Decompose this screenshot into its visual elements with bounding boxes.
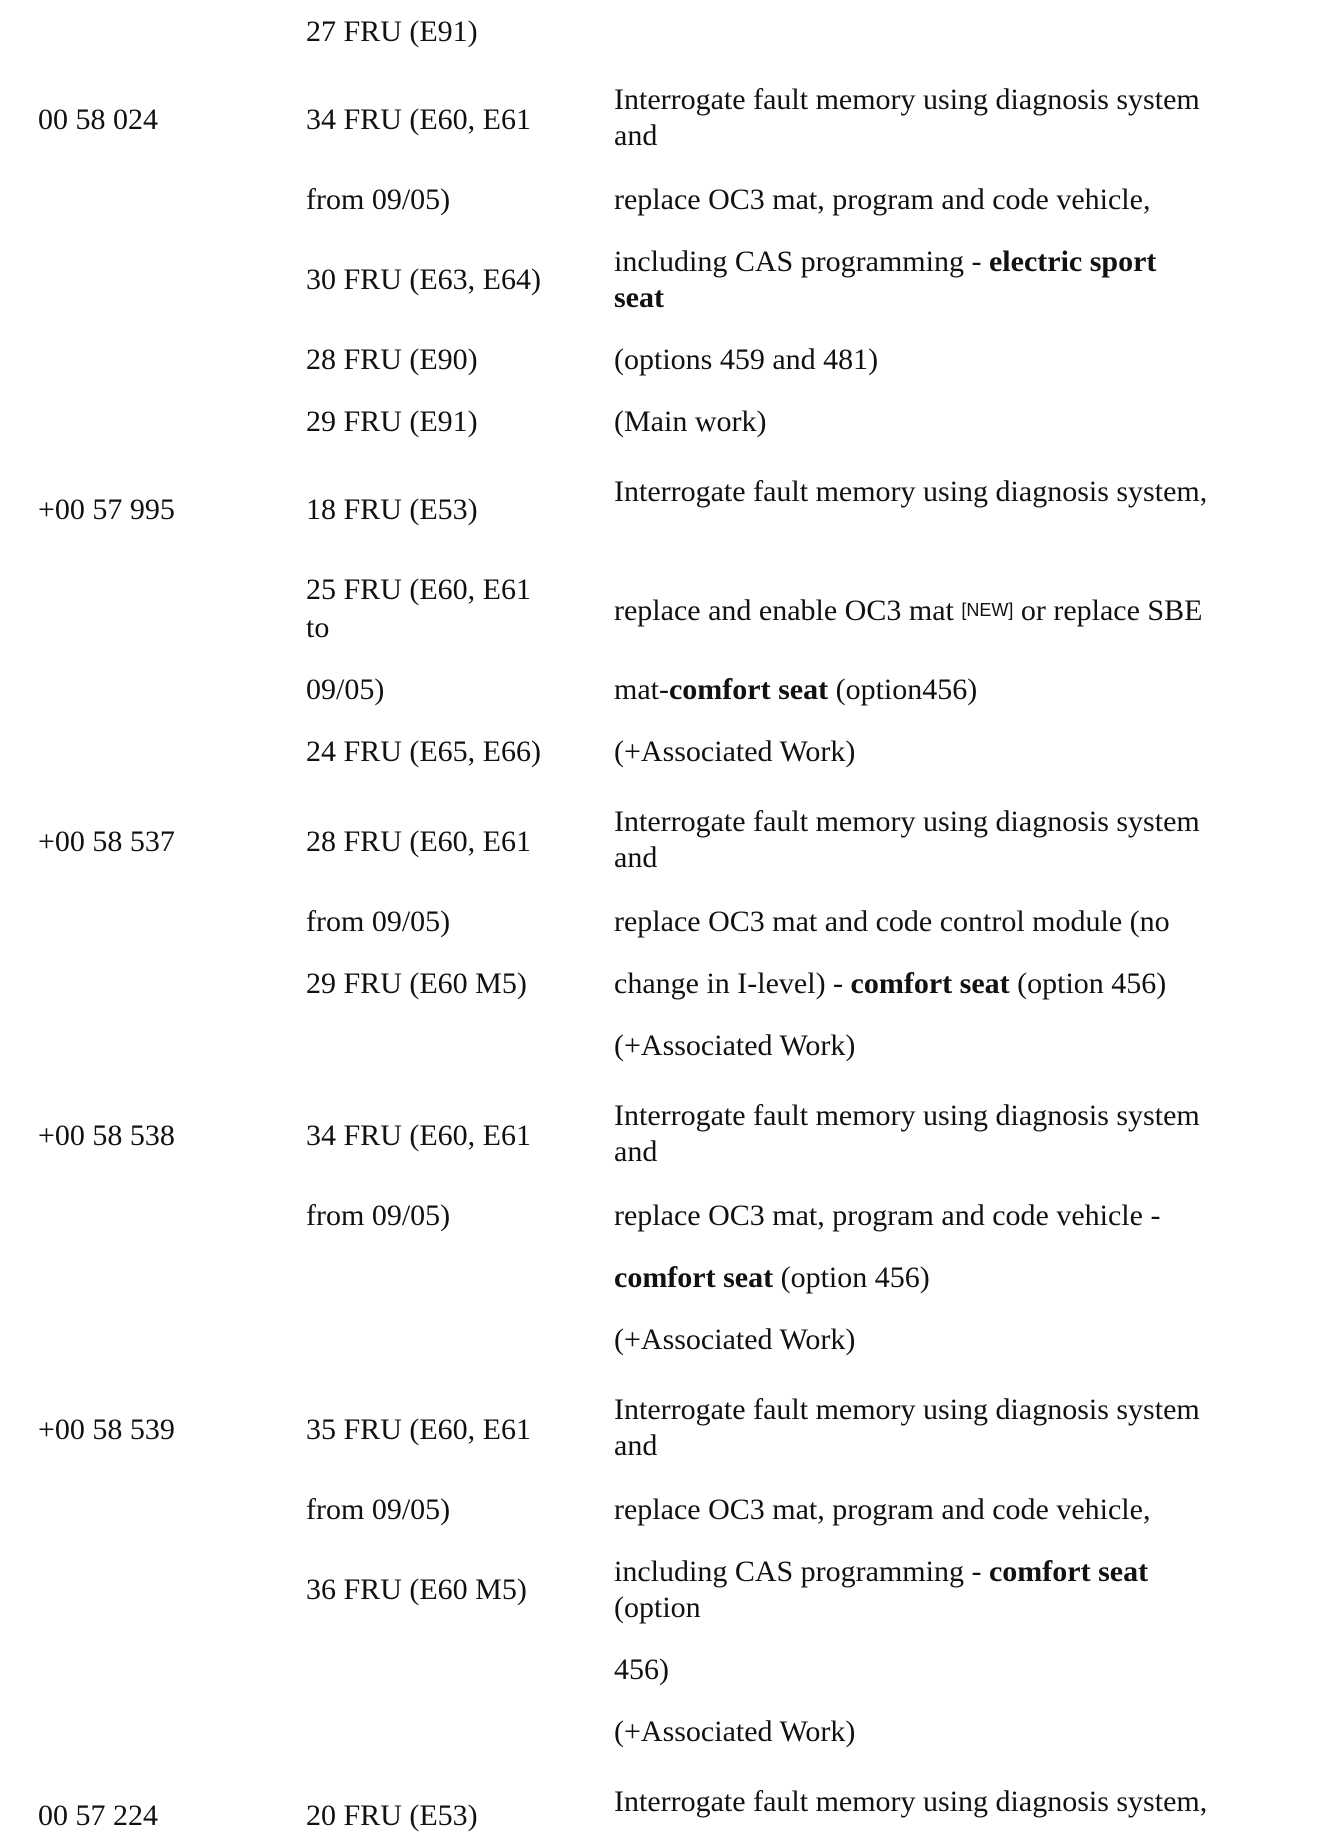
description-line: (+Associated Work) <box>614 1323 856 1356</box>
bold-term: comfort seat <box>988 1555 1149 1588</box>
fru-text: from 09/05) <box>306 905 451 938</box>
description-line: replace OC3 mat, program and code vehicle - <box>614 1199 1161 1232</box>
op-code: +00 58 538 <box>38 1119 175 1152</box>
description-text: or replace SBE <box>1013 594 1203 627</box>
description-line: 456) <box>614 1653 669 1686</box>
op-code: 00 58 024 <box>38 103 158 136</box>
description-line: replace OC3 mat, program and code vehicle, <box>614 183 1151 216</box>
fru-text: 25 FRU (E60, E61 <box>306 573 531 606</box>
fru-text: 18 FRU (E53) <box>306 493 478 526</box>
fru-text: 35 FRU (E60, E61 <box>306 1413 531 1446</box>
description-line: and <box>614 1135 658 1168</box>
fru-text: from 09/05) <box>306 1493 451 1526</box>
description-line <box>614 280 664 316</box>
description-text: mat- <box>614 673 669 706</box>
description-line <box>614 672 977 708</box>
description-line <box>614 592 1202 629</box>
fru-text: 27 FRU (E91) <box>306 15 478 48</box>
description-text: replace and enable OC3 mat <box>614 594 962 627</box>
bold-term: electric sport <box>988 245 1157 278</box>
description-line: and <box>614 841 658 874</box>
bold-term: seat <box>614 281 664 314</box>
bold-term: comfort seat <box>614 1261 774 1294</box>
description-text: (option 456) <box>1009 967 1167 1000</box>
fru-text: from 09/05) <box>306 183 451 216</box>
bold-term: comfort seat <box>668 673 829 706</box>
description-line: (option <box>614 1591 701 1624</box>
description-line: and <box>614 119 658 152</box>
description-line: Interrogate fault memory using diagnosis system, <box>614 475 1208 508</box>
description-line: (Main work) <box>614 405 767 438</box>
description-text: including CAS programming - <box>614 245 989 278</box>
description-line: (+Associated Work) <box>614 735 856 768</box>
bold-term: comfort seat <box>850 967 1010 1000</box>
op-code: +00 58 537 <box>38 825 175 858</box>
fru-text: 28 FRU (E60, E61 <box>306 825 531 858</box>
description-line: (+Associated Work) <box>614 1715 856 1748</box>
description-text: change in I-level) - <box>614 967 851 1000</box>
description-line: Interrogate fault memory using diagnosis system <box>614 83 1200 116</box>
description-line: Interrogate fault memory using diagnosis system <box>614 1099 1200 1132</box>
op-code: 00 57 224 <box>38 1799 158 1832</box>
description-line: replace OC3 mat and code control module (no <box>614 905 1170 938</box>
fru-text: 29 FRU (E91) <box>306 405 478 438</box>
fru-text: 20 FRU (E53) <box>306 1799 478 1832</box>
op-code: +00 58 539 <box>38 1413 175 1446</box>
fru-text: 09/05) <box>306 673 385 706</box>
fru-text: 28 FRU (E90) <box>306 343 478 376</box>
description-line <box>614 1260 930 1296</box>
description-line: (+Associated Work) <box>614 1029 856 1062</box>
description-line <box>614 966 1166 1002</box>
description-line: Interrogate fault memory using diagnosis system, <box>614 1785 1208 1818</box>
description-text: including CAS programming - <box>614 1555 989 1588</box>
fru-text: 29 FRU (E60 M5) <box>306 967 527 1000</box>
fru-text: 36 FRU (E60 M5) <box>306 1573 527 1606</box>
fru-text: to <box>306 611 330 644</box>
description-text: (option456) <box>828 673 978 706</box>
description-line: replace OC3 mat, program and code vehicle, <box>614 1493 1151 1526</box>
op-code: +00 57 995 <box>38 493 175 526</box>
description-line: (options 459 and 481) <box>614 343 879 376</box>
description-line: and <box>614 1429 658 1462</box>
fru-text: 34 FRU (E60, E61 <box>306 103 531 136</box>
fru-text: 34 FRU (E60, E61 <box>306 1119 531 1152</box>
new-tag: [NEW] <box>961 600 1014 620</box>
description-text: (option 456) <box>773 1261 930 1294</box>
description-line: Interrogate fault memory using diagnosis system <box>614 805 1200 838</box>
fru-text: 30 FRU (E63, E64) <box>306 263 541 296</box>
description-line <box>614 244 1156 280</box>
description-line: Interrogate fault memory using diagnosis system <box>614 1393 1200 1426</box>
fru-text: 24 FRU (E65, E66) <box>306 735 541 768</box>
fru-text: from 09/05) <box>306 1199 451 1232</box>
description-line <box>614 1554 1148 1590</box>
